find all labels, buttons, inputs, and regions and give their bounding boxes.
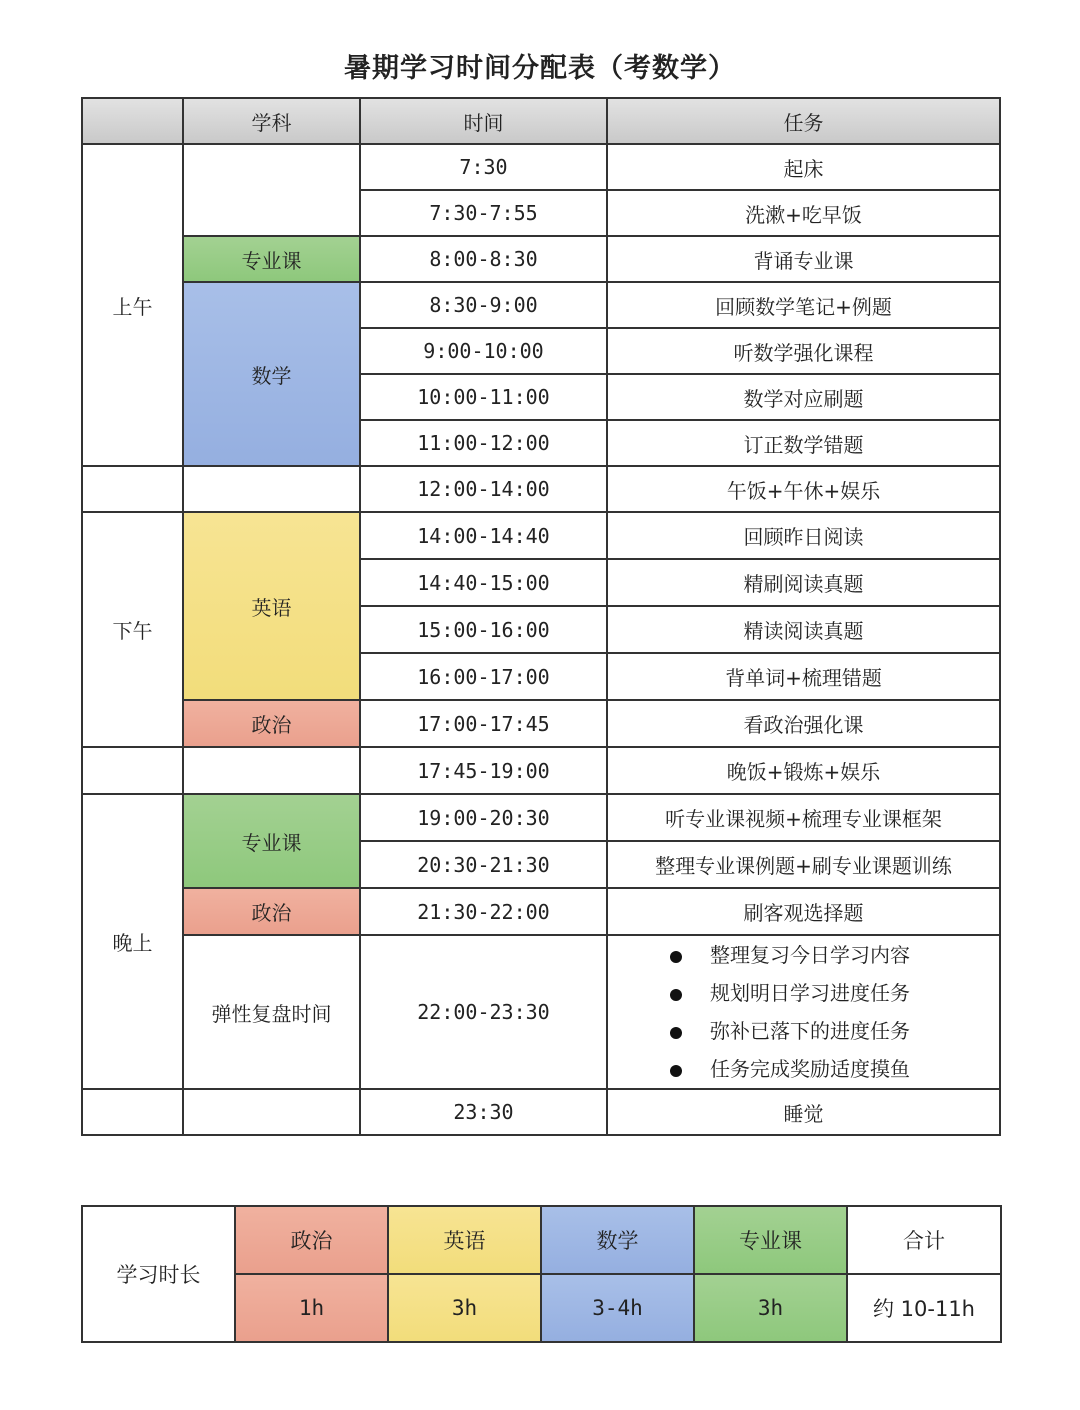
- table-row: [82, 700, 1000, 747]
- list-item: [670, 1012, 999, 1050]
- bullet-icon: [670, 951, 682, 963]
- time-cell: 9:00-10:00: [360, 328, 607, 374]
- summary-value-major: 3h: [694, 1274, 847, 1342]
- summary-value-total: 约 10-11h: [847, 1274, 1001, 1342]
- task-cell: 起床: [607, 144, 1000, 190]
- task-cell: 看政治强化课: [607, 700, 1000, 747]
- task-cell: 精刷阅读真题: [607, 559, 1000, 606]
- subject-major: 专业课: [183, 236, 360, 282]
- summary-col-politics: 政治: [235, 1206, 388, 1274]
- page-title: 暑期学习时间分配表（考数学）: [344, 53, 736, 84]
- time-cell: 23:30: [360, 1089, 607, 1135]
- subject-flex: 弹性复盘时间: [183, 935, 360, 1089]
- list-item-text: 整理复习今日学习内容: [710, 943, 910, 967]
- header-period: [82, 98, 183, 144]
- list-item-text: 弥补已落下的进度任务: [710, 1019, 910, 1043]
- time-cell: 14:00-14:40: [360, 512, 607, 559]
- schedule-table: [81, 97, 1001, 1136]
- task-cell: 听数学强化课程: [607, 328, 1000, 374]
- task-cell: 听专业课视频+梳理专业课框架: [607, 794, 1000, 841]
- time-cell: 14:40-15:00: [360, 559, 607, 606]
- subject-empty: [183, 1089, 360, 1135]
- table-row: [82, 794, 1000, 841]
- table-row: [82, 282, 1000, 328]
- time-cell: 7:30-7:55: [360, 190, 607, 236]
- task-cell: 订正数学错题: [607, 420, 1000, 466]
- summary-col-major: 专业课: [694, 1206, 847, 1274]
- period-empty: [82, 747, 183, 794]
- period-afternoon: 下午: [82, 512, 183, 747]
- period-evening: 晚上: [82, 794, 183, 1089]
- table-row: [82, 1089, 1000, 1135]
- list-item-text: 规划明日学习进度任务: [710, 981, 910, 1005]
- task-cell: 洗漱+吃早饭: [607, 190, 1000, 236]
- table-row: [82, 144, 1000, 190]
- time-cell: 8:00-8:30: [360, 236, 607, 282]
- subject-empty: [183, 747, 360, 794]
- task-cell: 晚饭+锻炼+娱乐: [607, 747, 1000, 794]
- table-row: [82, 747, 1000, 794]
- time-cell: 22:00-23:30: [360, 935, 607, 1089]
- task-cell: 整理专业课例题+刷专业课题训练: [607, 841, 1000, 888]
- list-item: [670, 1050, 999, 1088]
- task-cell-bullets: [607, 935, 1000, 1089]
- bullet-icon: [670, 989, 682, 1001]
- header-time: 时间: [360, 98, 607, 144]
- summary-value-politics: 1h: [235, 1274, 388, 1342]
- table-row: [82, 888, 1000, 935]
- time-cell: 11:00-12:00: [360, 420, 607, 466]
- table-row: [82, 935, 1000, 1089]
- task-cell: 刷客观选择题: [607, 888, 1000, 935]
- task-cell: 睡觉: [607, 1089, 1000, 1135]
- task-cell: 背诵专业课: [607, 236, 1000, 282]
- header-subject: 学科: [183, 98, 360, 144]
- period-empty: [82, 466, 183, 512]
- list-item: [670, 974, 999, 1012]
- period-morning: 上午: [82, 144, 183, 466]
- table-row: [82, 512, 1000, 559]
- task-cell: 午饭+午休+娱乐: [607, 466, 1000, 512]
- summary-label: 学习时长: [82, 1206, 235, 1342]
- list-item-text: 任务完成奖励适度摸鱼: [710, 1057, 910, 1081]
- task-cell: 精读阅读真题: [607, 606, 1000, 653]
- time-cell: 16:00-17:00: [360, 653, 607, 700]
- subject-empty: [183, 466, 360, 512]
- time-cell: 20:30-21:30: [360, 841, 607, 888]
- table-row: [82, 466, 1000, 512]
- bullet-icon: [670, 1065, 682, 1077]
- time-cell: 15:00-16:00: [360, 606, 607, 653]
- subject-politics: 政治: [183, 700, 360, 747]
- summary-value-math: 3-4h: [541, 1274, 694, 1342]
- period-empty: [82, 1089, 183, 1135]
- subject-empty: [183, 144, 360, 236]
- summary-header-row: [82, 1206, 1001, 1274]
- header-row: [82, 98, 1000, 144]
- task-cell: 数学对应刷题: [607, 374, 1000, 420]
- time-cell: 7:30: [360, 144, 607, 190]
- task-cell: 回顾数学笔记+例题: [607, 282, 1000, 328]
- subject-politics: 政治: [183, 888, 360, 935]
- header-task: 任务: [607, 98, 1000, 144]
- list-item: [670, 936, 999, 974]
- task-cell: 回顾昨日阅读: [607, 512, 1000, 559]
- time-cell: 19:00-20:30: [360, 794, 607, 841]
- bullet-icon: [670, 1027, 682, 1039]
- time-cell: 17:00-17:45: [360, 700, 607, 747]
- summary-col-total: 合计: [847, 1206, 1001, 1274]
- time-cell: 10:00-11:00: [360, 374, 607, 420]
- time-cell: 21:30-22:00: [360, 888, 607, 935]
- summary-col-english: 英语: [388, 1206, 541, 1274]
- summary-value-english: 3h: [388, 1274, 541, 1342]
- table-row: [82, 236, 1000, 282]
- time-cell: 8:30-9:00: [360, 282, 607, 328]
- subject-english: 英语: [183, 512, 360, 700]
- summary-col-math: 数学: [541, 1206, 694, 1274]
- subject-math: 数学: [183, 282, 360, 466]
- bullet-list: [608, 936, 999, 1088]
- summary-table: [81, 1205, 1002, 1343]
- time-cell: 12:00-14:00: [360, 466, 607, 512]
- time-cell: 17:45-19:00: [360, 747, 607, 794]
- task-cell: 背单词+梳理错题: [607, 653, 1000, 700]
- subject-major: 专业课: [183, 794, 360, 888]
